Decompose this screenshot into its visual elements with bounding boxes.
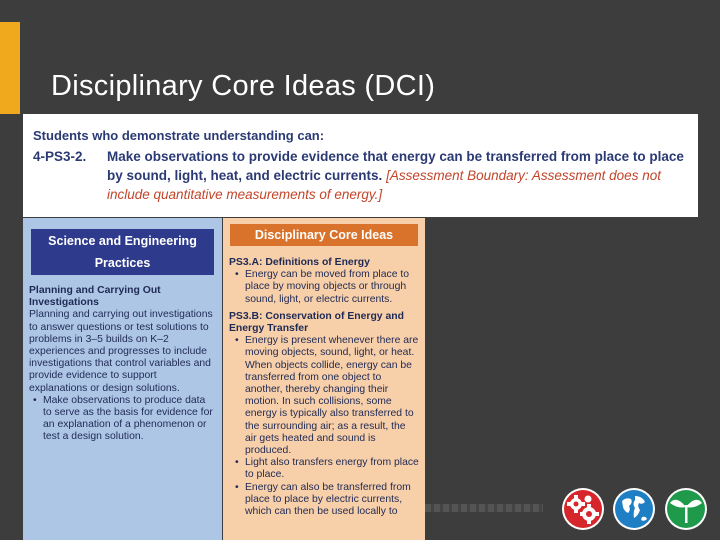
globe-logo-icon (612, 487, 656, 531)
dci-heading-ps3b: PS3.B: Conservation of Energy and Energy Transfer (229, 310, 404, 335)
bullet-icon: • (235, 335, 239, 347)
bullet-icon: • (235, 481, 239, 493)
bullet-icon: • (33, 394, 37, 406)
title-accent-bar (0, 22, 20, 114)
dci-bullet-text: Light also transfers energy from place to place. (245, 457, 419, 481)
bullet-icon: • (235, 457, 239, 469)
pe-statement (107, 147, 688, 204)
pe-row (33, 147, 688, 204)
dci-bullet (235, 457, 419, 481)
dci-bullet-text: Energy is present whenever there are moving objects, sound, light, or heat. When objects collide, energy can be transferred from one object to another, thereby changing their motion. In such collisions, some energy is typically also transferred to the surrounding air; as a result, the air gets heated and sound is produced. (245, 335, 419, 457)
core-ideas-header: Disciplinary Core Ideas (230, 224, 418, 246)
core-ideas-column (223, 218, 425, 540)
dci-bullet-text: Energy can also be transferred from place to place by electric currents, which can then be used locally to (245, 481, 411, 518)
practice-bullet-text: Make observations to produce data to serve as the basis for evidence for an explanation of a phenomenon or test a design solution. (43, 394, 213, 443)
dci-bullet (235, 482, 419, 519)
performance-expectation-box (23, 114, 698, 217)
practice-body: Planning and carrying out investigations to answer questions or test solutions to problems in 3–5 builds on K–2 experiences and progresses to include investigations that control variables and provide evidence to support explanations or design solutions. (29, 309, 213, 394)
decorative-strip (425, 504, 543, 512)
gears-logo-icon (561, 487, 605, 531)
practice-title: Planning and Carrying Out Investigations (29, 285, 161, 309)
practice-bullet (33, 395, 216, 444)
bullet-icon: • (235, 269, 239, 281)
slide-title: Disciplinary Core Ideas (DCI) (51, 70, 436, 102)
pe-code: 4-PS3-2. (33, 149, 87, 164)
pe-text: Make observations to provide evidence that energy can be transferred from place to place by sound, light, heat, and electric currents. (107, 149, 684, 183)
practices-header: Science and Engineering Practices (31, 229, 214, 275)
pe-assessment-boundary: [Assessment Boundary: Assessment does not include quantitative measurements of energy.] (107, 168, 661, 202)
dci-bullet (235, 335, 419, 457)
dci-heading-ps3a: PS3.A: Definitions of Energy (229, 257, 370, 268)
science-practices-column (23, 218, 222, 540)
plant-logo-icon (664, 487, 708, 531)
dci-bullet (235, 269, 419, 306)
pe-intro: Students who demonstrate understanding can: (33, 128, 325, 143)
dci-bullet-text: Energy can be moved from place to place by moving objects or through sound, light, or electric currents. (245, 269, 410, 305)
